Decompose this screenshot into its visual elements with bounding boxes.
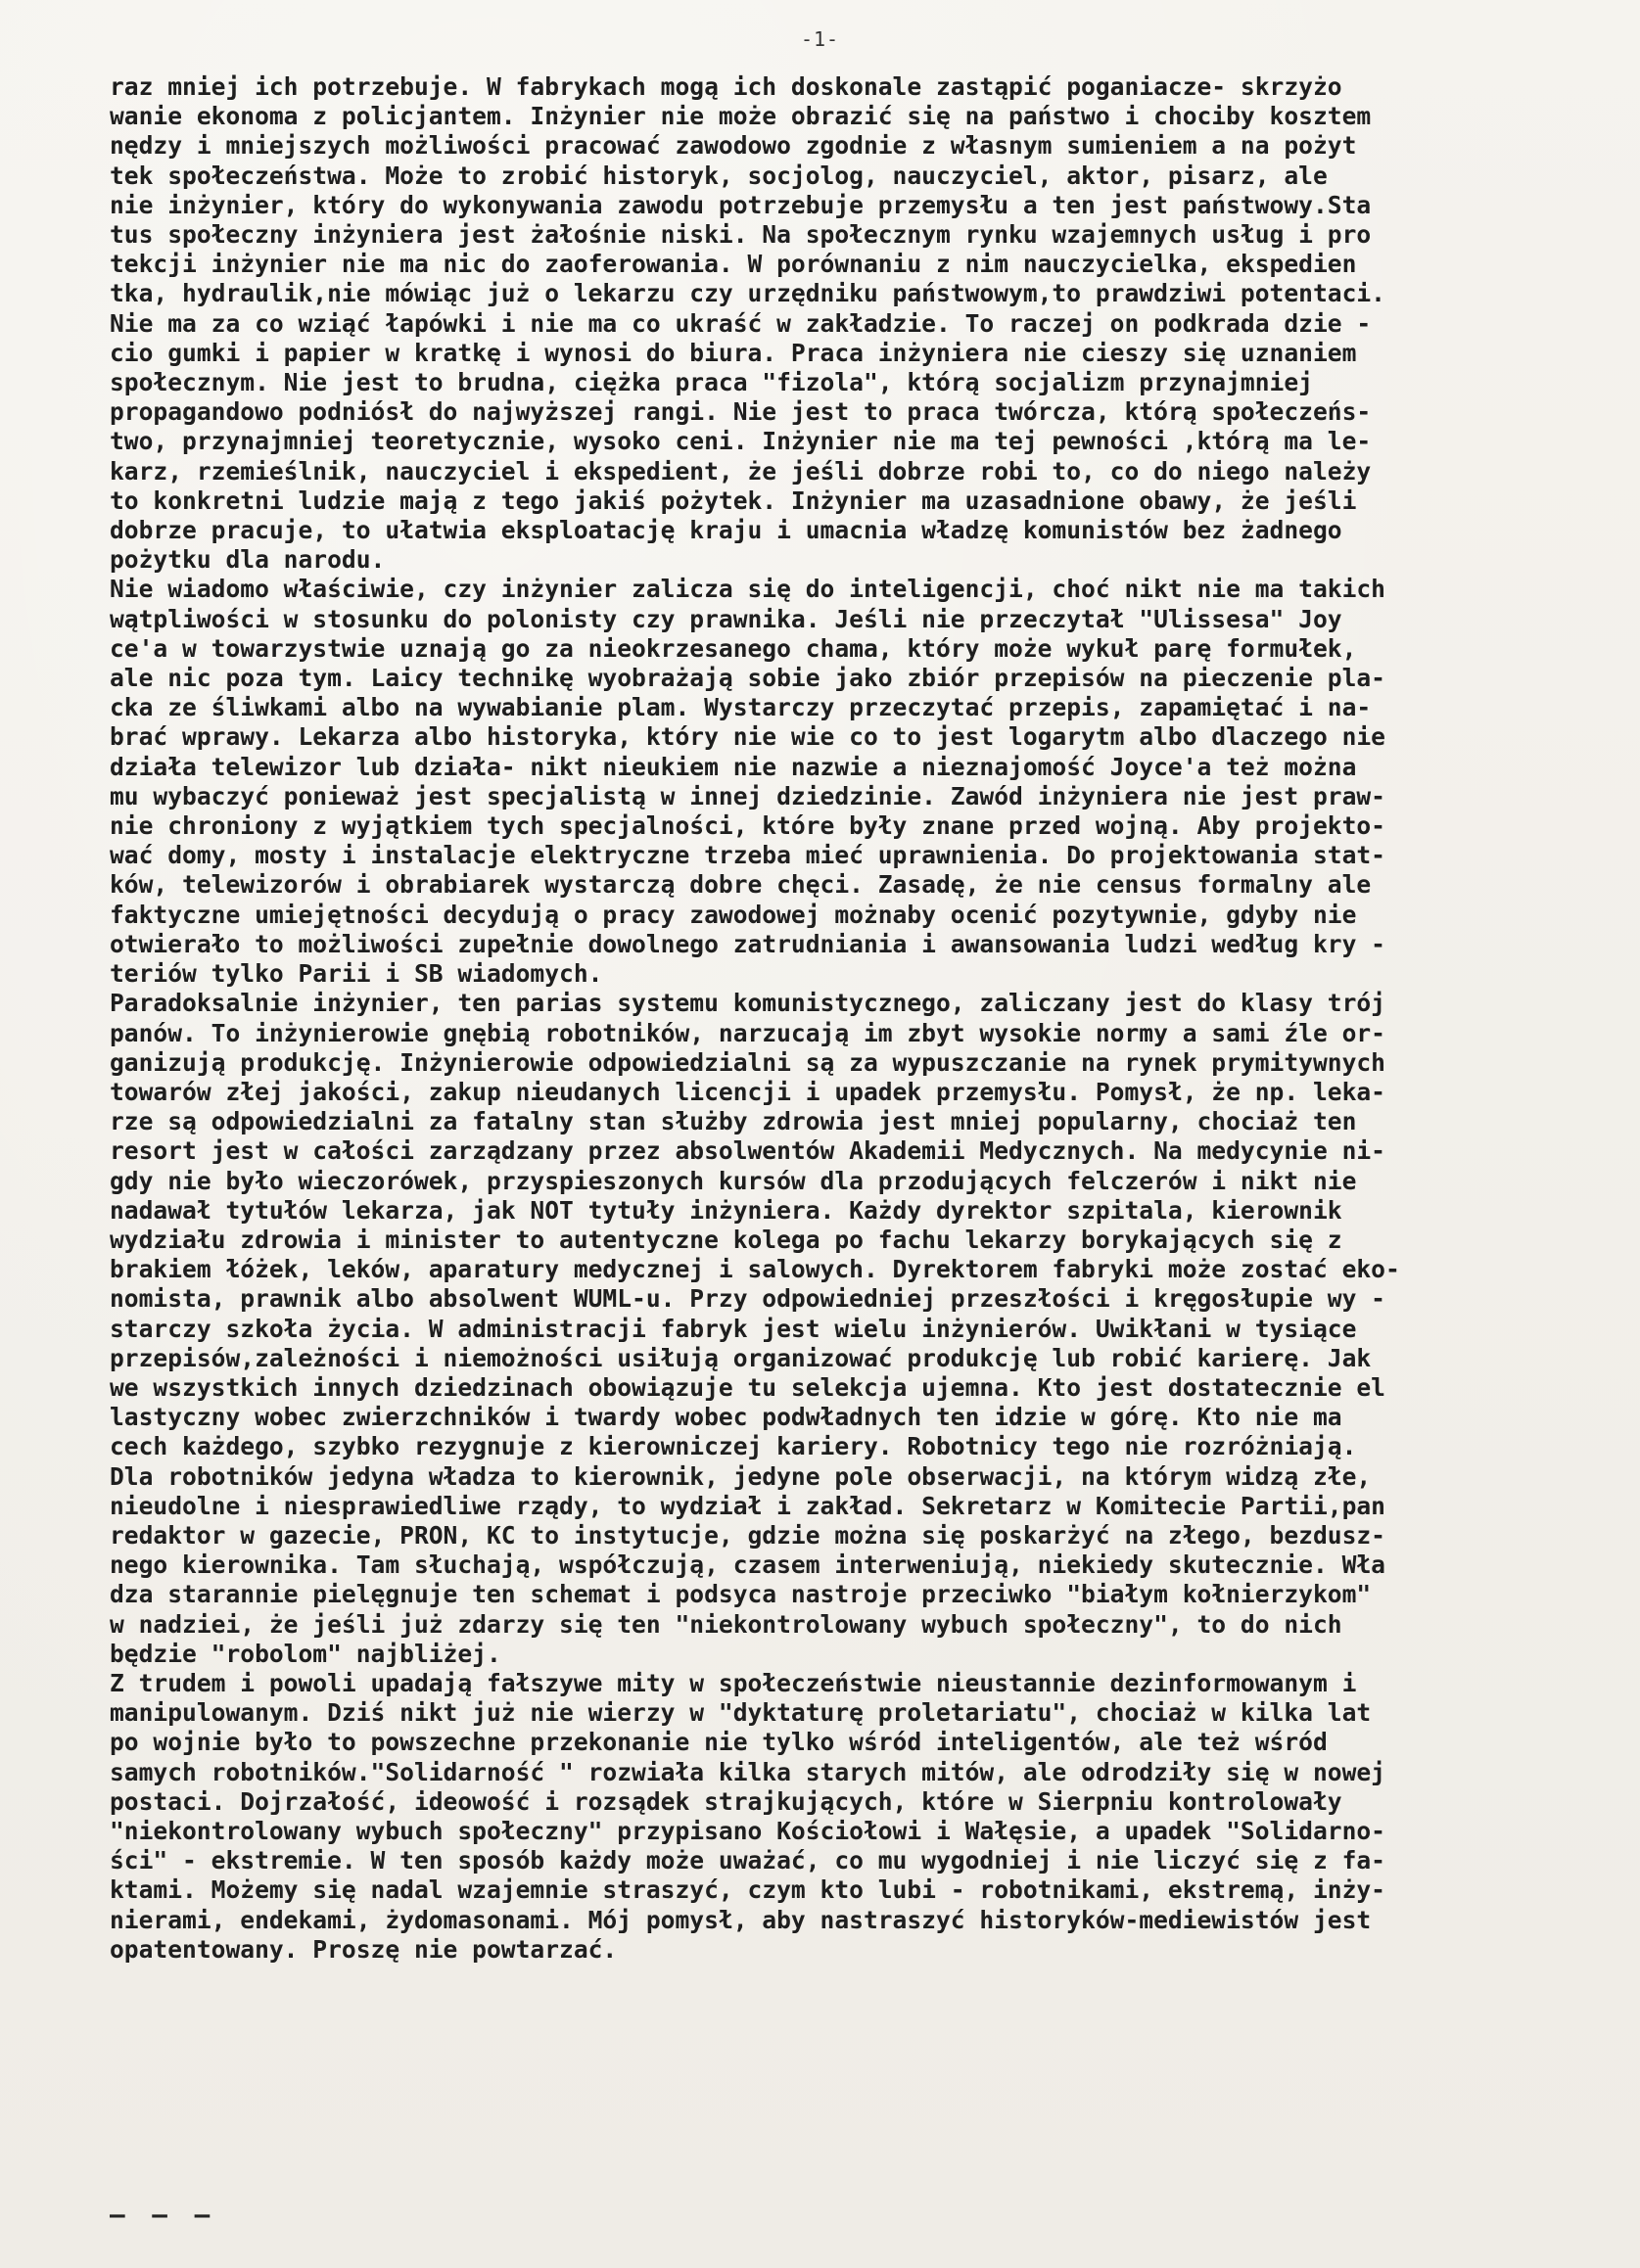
text-line: cka ze śliwkami albo na wywabianie plam. Wystarczy przeczytać przepis, zapamiętać i na- — [110, 693, 1372, 722]
paragraph-engineer-status — [110, 72, 1578, 575]
text-line: Nie ma za co wziąć łapówki i nie ma co ukraść w zakładzie. To raczej on podkrada dzie - — [110, 308, 1372, 338]
text-line: rze są odpowiedzialni za fatalny stan służby zdrowia jest mniej popularny, chociaż ten — [110, 1107, 1357, 1136]
text-line: ktami. Możemy się nadal wzajemnie straszyć, czym kto lubi - robotnikami, ekstremą, inży- — [110, 1875, 1385, 1905]
text-line: otwierało to możliwości zupełnie dowolnego zatrudniania i awansowania ludzi według kry - — [110, 929, 1385, 958]
text-line: ce'a w towarzystwie uznają go za nieokrzesanego chama, który może wykuł parę formułek, — [110, 633, 1357, 663]
text-line: starczy szkoła życia. W administracji fabryk jest wielu inżynierów. Uwikłani w tysiące — [110, 1314, 1357, 1343]
text-line: ków, telewizorów i obrabiarek wystarczą dobre chęci. Zasadę, że nie census formalny ale — [110, 870, 1372, 900]
text-line: Nie wiadomo właściwie, czy inżynier zalicza się do inteligencji, choć nikt nie ma takich — [110, 575, 1385, 604]
text-line: cech każdego, szybko rezygnuje z kierowniczej kariery. Robotnicy tego nie rozróżniają. — [110, 1432, 1357, 1461]
text-line: dobrze pracuje, to ułatwia eksploatację kraju i umacnia władzę komunistów bez żadnego — [110, 516, 1342, 545]
text-line: wać domy, mosty i instalacje elektryczne trzeba mieć uprawnienia. Do projektowania stat- — [110, 841, 1385, 870]
text-line: raz mniej ich potrzebuje. W fabrykach mogą ich doskonale zastąpić poganiacze- skrzyżo — [110, 72, 1342, 101]
text-line: nierami, endekami, żydomasonami. Mój pomysł, aby nastraszyć historyków-mediewistów jest — [110, 1905, 1372, 1934]
text-line: nadawał tytułów lekarza, jak NOT tytuły inżyniera. Każdy dyrektor szpitala, kierownik — [110, 1195, 1342, 1225]
text-line: działa telewizor lub działa- nikt nieukiem nie nazwie a nieznajomość Joyce'a też można — [110, 752, 1357, 781]
text-line: redaktor w gazecie, PRON, KC to instytucje, gdzie można się poskarżyć na złego, bezdusz- — [110, 1520, 1385, 1550]
text-line: we wszystkich innych dziedzinach obowiązuje tu selekcja ujemna. Kto jest dostatecznie el — [110, 1372, 1385, 1402]
text-line: wydziału zdrowia i minister to autentyczne kolega po fachu lekarzy borykających się z — [110, 1225, 1342, 1254]
text-line: tekcji inżynier nie ma nic do zaoferowania. W porównaniu z nim nauczycielka, ekspedien — [110, 250, 1357, 279]
text-line: tus społeczny inżyniera jest żałośnie niski. Na społecznym rynku wzajemnych usług i pro — [110, 220, 1372, 250]
text-line: brać wprawy. Lekarza albo historyka, który nie wie co to jest logarytm albo dlaczego nie — [110, 722, 1385, 752]
text-line: Paradoksalnie inżynier, ten parias systemu komunistycznego, zaliczany jest do klasy trój — [110, 989, 1385, 1018]
text-line: wątpliwości w stosunku do polonisty czy prawnika. Jeśli nie przeczytał "Ulissesa" Joy — [110, 604, 1342, 633]
text-line: ganizują produkcję. Inżynierowie odpowiedzialni są za wypuszczanie na rynek prymitywnych — [110, 1047, 1385, 1077]
page-number: -1- — [800, 27, 840, 51]
text-line: to konkretni ludzie mają z tego jakiś pożytek. Inżynier ma uzasadnione obawy, że jeśli — [110, 486, 1357, 515]
text-line: Dla robotników jedyna władza to kierownik, jedyne pole obserwacji, na którym widzą złe, — [110, 1461, 1372, 1491]
text-line: resort jest w całości zarządzany przez absolwentów Akademii Medycznych. Na medycynie ni- — [110, 1136, 1385, 1166]
text-line: przepisów,zależności i niemożności usiłują organizować produkcję lub robić karierę. Jak — [110, 1343, 1372, 1372]
paragraph-paradox — [110, 989, 1578, 1669]
text-line: będzie "robolom" najbliżej. — [110, 1639, 501, 1668]
text-line: wanie ekonoma z policjantem. Inżynier nie może obrazić się na państwo i chociby kosztem — [110, 102, 1372, 131]
text-line: tek społeczeństwa. Może to zrobić historyk, socjolog, nauczyciel, aktor, pisarz, ale — [110, 161, 1328, 190]
text-line: teriów tylko Parii i SB wiadomych. — [110, 959, 603, 989]
text-line: postaci. Dojrzałość, ideowość i rozsądek strajkujących, które w Sierpniu kontrolowały — [110, 1786, 1342, 1816]
text-line: brakiem łóżek, leków, aparatury medycznej i salowych. Dyrektorem fabryki może zostać eko- — [110, 1255, 1400, 1284]
text-line: opatentowany. Proszę nie powtarzać. — [110, 1934, 618, 1964]
paragraph-intelligentsia — [110, 575, 1578, 989]
text-line: samych robotników."Solidarność " rozwiała kilka starych mitów, ale odrodziły się w nowej — [110, 1757, 1385, 1786]
paragraph-myths — [110, 1669, 1578, 1965]
text-line: w nadziei, że jeśli już zdarzy się ten "niekontrolowany wybuch społeczny", to do nich — [110, 1609, 1342, 1639]
text-line: społecznym. Nie jest to brudna, ciężka praca "fizola", którą socjalizm przynajmniej — [110, 368, 1313, 397]
text-line: towarów złej jakości, zakup nieudanych licencji i upadek przemysłu. Pomysł, że np. leka- — [110, 1077, 1385, 1106]
text-line: "niekontrolowany wybuch społeczny" przypisano Kościołowi i Wałęsie, a upadek "Solidarno- — [110, 1816, 1385, 1845]
text-line: Z trudem i powoli upadają fałszywe mity w społeczeństwie nieustannie dezinformowanym i — [110, 1668, 1357, 1697]
text-line: tka, hydraulik,nie mówiąc już o lekarzu czy urzędniku państwowym,to prawdziwi potentaci. — [110, 279, 1385, 308]
text-line: dza starannie pielęgnuje ten schemat i podsyca nastroje przeciwko "białym kołnierzykom" — [110, 1580, 1372, 1609]
text-line: ale nic poza tym. Laicy technikę wyobrażają sobie jako zbiór przepisów na pieczenie pla- — [110, 664, 1385, 693]
text-line: propagandowo podniósł do najwyższej rangi. Nie jest to praca twórcza, którą społeczeńs- — [110, 397, 1372, 427]
text-line: pożytku dla narodu. — [110, 545, 386, 575]
text-line: cio gumki i papier w kratkę i wynosi do biura. Praca inżyniera nie cieszy się uznaniem — [110, 338, 1357, 367]
text-line: panów. To inżynierowie gnębią robotników, narzucają im zbyt wysokie normy a sami źle or- — [110, 1018, 1385, 1047]
text-line: nomista, prawnik albo absolwent WUML-u. Przy odpowiedniej przeszłości i kręgosłupie wy - — [110, 1284, 1385, 1314]
text-line: mu wybaczyć ponieważ jest specjalistą w innej dziedzinie. Zawód inżyniera nie jest praw- — [110, 781, 1385, 810]
text-line: faktyczne umiejętności decydują o pracy zawodowej możnaby ocenić pozytywnie, gdyby nie — [110, 900, 1357, 929]
document-body — [110, 72, 1578, 1965]
text-line: nieudolne i niesprawiedliwe rządy, to wydział i zakład. Sekretarz w Komitecie Partii,pan — [110, 1491, 1385, 1520]
text-line: karz, rzemieślnik, nauczyciel i ekspedient, że jeśli dobrze robi to, co do niego należy — [110, 456, 1372, 486]
text-line: nie chroniony z wyjątkiem tych specjalności, które były znane przed wojną. Aby projekto- — [110, 811, 1385, 841]
text-line: nędzy i mniejszych możliwości pracować zawodowo zgodnie z własnym sumieniem a na pożyt — [110, 131, 1357, 161]
text-line: ści" - ekstremie. W ten sposób każdy może uważać, co mu wygodniej i nie liczyć się z fa- — [110, 1846, 1385, 1875]
text-line: po wojnie było to powszechne przekonanie nie tylko wśród inteligentów, ale też wśród — [110, 1728, 1328, 1757]
text-line: gdy nie było wieczorówek, przyspieszonych kursów dla przodujących felczerów i nikt nie — [110, 1166, 1357, 1195]
text-line: nie inżynier, który do wykonywania zawodu potrzebuje przemysłu a ten jest państwowy.Sta — [110, 190, 1372, 219]
closing-marks: — — — — [110, 2200, 216, 2230]
text-line: lastyczny wobec zwierzchników i twardy wobec podwładnych ten idzie w górę. Kto nie ma — [110, 1403, 1342, 1432]
text-line: two, przynajmniej teoretycznie, wysoko ceni. Inżynier nie ma tej pewności ,którą ma le- — [110, 427, 1372, 456]
text-line: nego kierownika. Tam słuchają, współczują, czasem interweniują, niekiedy skutecznie. Wła — [110, 1551, 1385, 1580]
text-line: manipulowanym. Dziś nikt już nie wierzy w "dyktaturę proletariatu", chociaż w kilka lat — [110, 1698, 1372, 1728]
